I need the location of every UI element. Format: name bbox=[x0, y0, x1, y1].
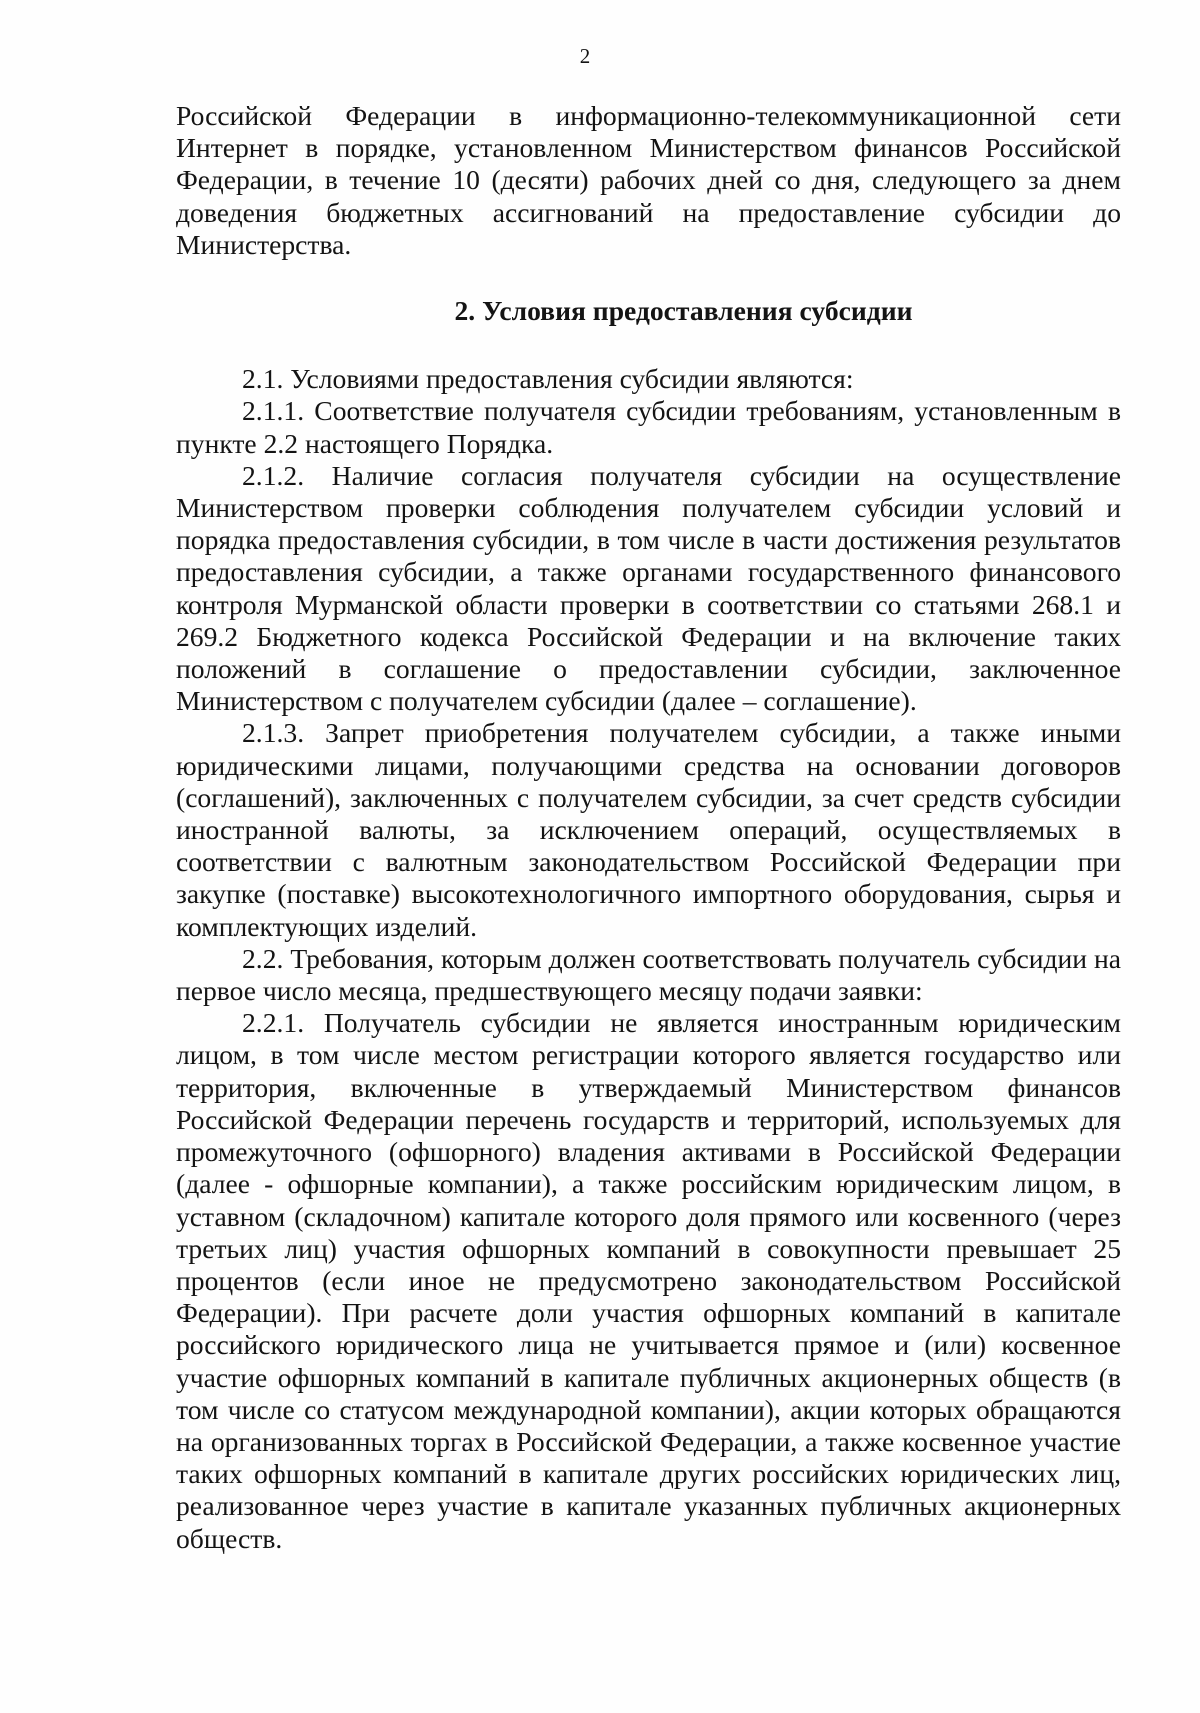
paragraph-2-1: 2.1. Условиями предоставления субсидии являются: bbox=[242, 363, 854, 395]
paragraph-2-2-1: 2.2.1. Получатель субсидии не является иностранным юридическим лицом, в том числе местом регистрации которого является государство или территория, включенные в утверждаемый Министерством финансов Российской Федерации перечень государств и территорий, используемых для промежуточного (офшорного) владения активами в Российской Федерации (далее - офшорные компании), а также российским юридическим лицом, в уставном (складочном) капитале которого доля прямого или косвенного (через третьих лиц) участия офшорных компаний в совокупности превышает 25 процентов (если иное не предусмотрено законодательством Российской Федерации). При расчете доли участия офшорных компаний в капитале российского юридического лица не учитывается прямое и (или) косвенное участие офшорных компаний в капитале публичных акционерных обществ (в том числе со статусом международной компании), акции которых обращаются на организованных торгах в Российской Федерации, а также косвенное участие таких офшорных компаний в капитале других российских юридических лиц, реализованное через участие в капитале указанных публичных акционерных обществ. bbox=[176, 1007, 1121, 1554]
paragraph-2-1-3: 2.1.3. Запрет приобретения получателем субсидии, а также иными юридическими лицами, получающими средства на основании договоров (соглашений), заключенных с получателем субсидии, за счет средств субсидии иностранной валюты, за исключением операций, осуществляемых в соответствии с валютным законодательством Российской Федерации при закупке (поставке) высокотехнологичного импортного оборудования, сырья и комплектующих изделий. bbox=[176, 717, 1121, 942]
document-body bbox=[176, 100, 1121, 1555]
page-number: 2 bbox=[579, 44, 591, 68]
paragraph-2-1-1: 2.1.1. Соответствие получателя субсидии требованиям, установленным в пункте 2.2 настоящего Порядка. bbox=[176, 395, 1121, 459]
paragraph-2-1-2: 2.1.2. Наличие согласия получателя субсидии на осуществление Министерством проверки соблюдения получателем субсидии условий и порядка предоставления субсидии, в том числе в части достижения результатов предоставления субсидии, а также органами государственного финансового контроля Мурманской области проверки в соответствии со статьями 268.1 и 269.2 Бюджетного кодекса Российской Федерации и на включение таких положений в соглашение о предоставлении субсидии, заключенное Министерством с получателем субсидии (далее – соглашение). bbox=[176, 459, 1121, 717]
section-heading: 2. Условия предоставления субсидии bbox=[454, 295, 913, 327]
paragraph-2-2: 2.2. Требования, которым должен соответствовать получатель субсидии на первое число месяца, предшествующего месяцу подачи заявки: bbox=[176, 942, 1121, 1007]
opening-paragraph: Российской Федерации в информационно-телекоммуникационной сети Интернет в порядке, установленном Министерством финансов Российской Федерации, в течение 10 (десяти) рабочих дней со дня, следующего за днем доведения бюджетных ассигнований на предоставление субсидии до Министерства. bbox=[176, 100, 1121, 260]
